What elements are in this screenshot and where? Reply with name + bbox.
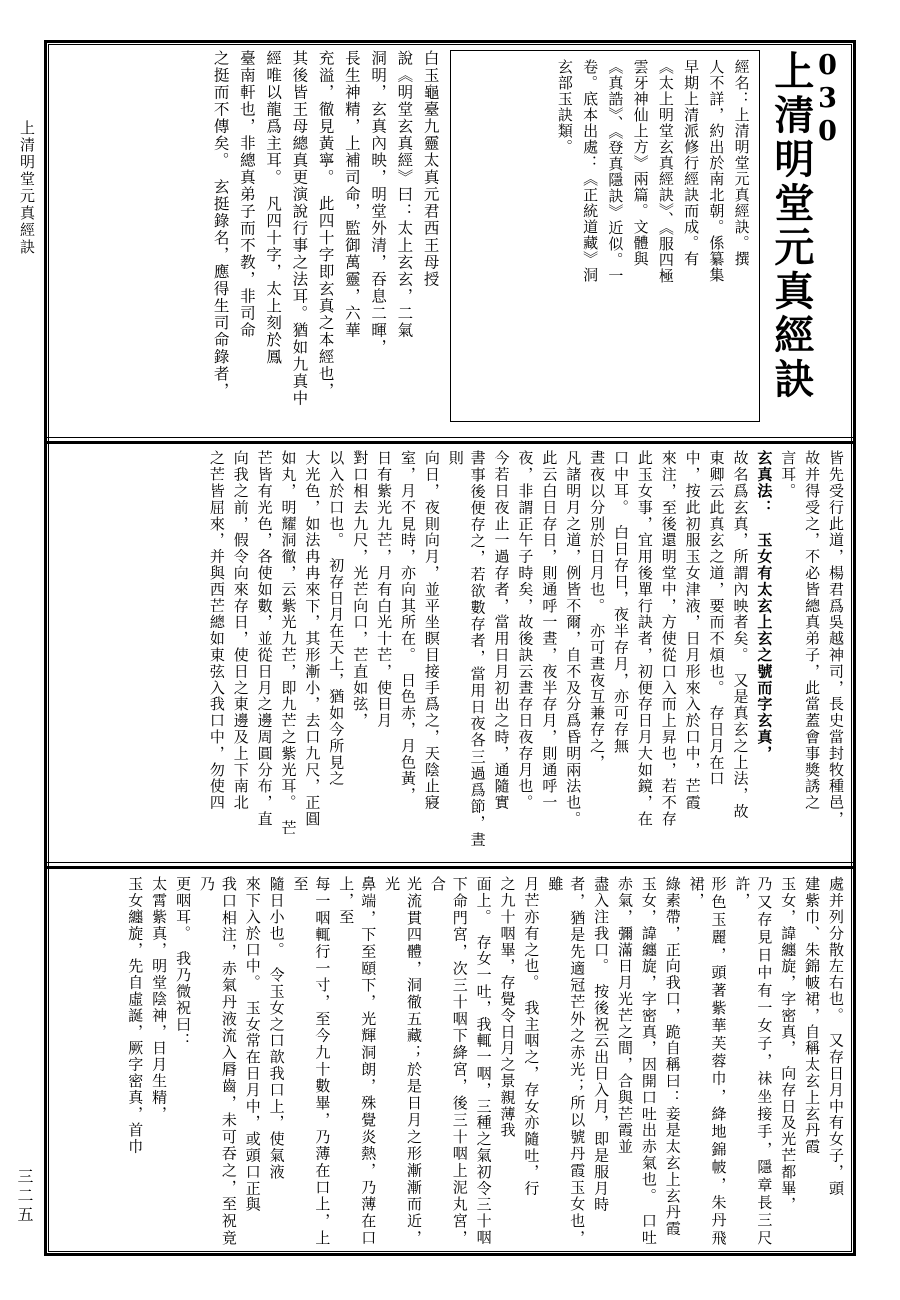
text-column: 中，按此初服玉女津液，日月形來入於口中，芒霞 bbox=[683, 450, 702, 811]
text-column: 來下入於口中。 玉女常在日月中，或頭口正與 bbox=[243, 876, 262, 1213]
metadata-line: 玄部玉訣類。 bbox=[555, 59, 574, 155]
page-title bbox=[767, 50, 843, 420]
text-column: 此玉女事，宜用後單行訣者，初便存日月大如鏡，在 bbox=[635, 450, 654, 828]
text-column: 向日，夜則向月，並平坐瞑目接手爲之，天陰止寢 bbox=[422, 450, 441, 811]
text-column: 來注，至後還明堂中，方使從口入而上昇也，若不存 bbox=[659, 450, 678, 828]
title-text: 上清明堂元真經訣 bbox=[767, 50, 815, 402]
text-column: 凡諸明月之道，例皆不爾，自不及分爲昏明兩法也。 bbox=[564, 450, 583, 828]
band-divider-2 bbox=[47, 862, 853, 869]
text-column: 對口相去九尺，光芒向口，芒直如弦， bbox=[351, 450, 370, 729]
metadata-line: 人不詳，約出於南北朝。係纂集 bbox=[707, 59, 726, 283]
text-column: 我口相注，赤氣丹液流入脣齒，未可吞之，至祝竟乃 bbox=[197, 876, 238, 1246]
catalog-number: 030 bbox=[812, 50, 843, 149]
metadata-box bbox=[450, 50, 760, 422]
metadata-line: 雲牙神仙上方》兩篇。文體與 bbox=[631, 59, 650, 267]
metadata-line: 經名：上清明堂元真經訣。撰 bbox=[732, 59, 751, 267]
text-column: 口中耳。 白日存日，夜半存月，亦可存無 bbox=[611, 450, 630, 755]
text-column: 鼻端，下至頤下，光輝洞朗，殊覺炎熱，乃薄在口上，至 bbox=[337, 876, 378, 1246]
text-column: 室，月不見時，亦向其所在。 日色赤，月色黃， bbox=[398, 450, 417, 804]
text-column: 洞明，玄真內映，明堂外清，吞息二暉， bbox=[369, 50, 388, 356]
metadata-line: 《真誥》、《登真隱訣》近似。一 bbox=[606, 59, 625, 284]
text-column: 月芒亦有之也。 我主咽之，存女亦隨吐，行 bbox=[522, 876, 541, 1197]
text-column: 白玉龜臺九靈太真元君西王母授 bbox=[421, 50, 440, 288]
text-column: 夜，非謂正午子時矣，故後訣云晝存日夜存月也。 bbox=[516, 450, 535, 811]
text-column: 臺南軒也，非總真弟子而不教，非司命 bbox=[237, 50, 256, 339]
text-column: 更咽耳。 我乃微祝曰： bbox=[174, 876, 193, 1049]
text-column: 言耳。 bbox=[779, 450, 798, 500]
text-column: 長生神精，上補司命，監御萬靈，六華 bbox=[342, 50, 361, 339]
text-column: 乃又存見日中有一女子，祙坐接手，隱章長三尺許， bbox=[733, 876, 774, 1246]
text-column: 玉女纏旋，先自虛誕，厥字密真，首巾 bbox=[126, 876, 145, 1155]
text-column: 形色玉麗，頭著紫華芙蓉巾，絳地錦帔，朱丹飛裙， bbox=[687, 876, 728, 1246]
running-head: 上清明堂元真經訣 bbox=[18, 120, 36, 256]
text-column: 向我之前，假令向來存日，使日之東邊及上下南北 bbox=[231, 450, 250, 811]
text-column: 之挺而不傳矣。 玄挺錄名，應得生司命錄者， bbox=[211, 50, 230, 400]
text-column: 光流貫四體，洞徹五藏；於是日月之形漸漸而近，光 bbox=[383, 876, 423, 1246]
band-middle bbox=[56, 450, 846, 850]
text-column: 綠素帶，正向我口，跪自稱曰：妾是太玄上玄丹霞 bbox=[663, 876, 682, 1237]
metadata-line: 《太上明堂玄真經訣》、《服四極 bbox=[656, 59, 675, 284]
text-column: 日有紫光九芒，月有白光十芒，使日月 bbox=[375, 450, 394, 729]
text-column: 赤氣，彌滿日月光芒之間，合與芒霞並 bbox=[615, 876, 634, 1155]
text-column: 者，猶是先適冠芒外之赤光；所以號丹霞玉女也，雖 bbox=[546, 876, 587, 1246]
text-column: 下命門宮，次三十咽下絳宮，後三十咽上泥丸宮，合 bbox=[428, 876, 469, 1246]
text-column: 故并得受之，不必皆總真弟子，此當蓋會事獎誘之 bbox=[803, 450, 822, 811]
text-column: 書事後便存之，若欲數存者，當用日夜各三過爲節，晝則 bbox=[446, 450, 487, 848]
metadata-line: 早期上清派修行經訣而成。有 bbox=[682, 59, 701, 267]
text-column: 之芒皆屈來，并與西芒總如東弦入我口中，勿使四 bbox=[207, 450, 226, 811]
text-column: 建紫巾、朱錦帔裙，自稱太玄上玄丹霞 bbox=[803, 876, 822, 1155]
text-column: 盡入注我口。 按後祝云出日入月，即是服月時 bbox=[592, 876, 611, 1213]
text-column: 之九十咽畢，存覺令日月之景親薄我 bbox=[498, 876, 517, 1139]
band-bottom bbox=[56, 876, 846, 1248]
band-divider-1 bbox=[47, 437, 853, 444]
text-column: 處并列分散左右也。 又存日月中有女子，頭 bbox=[827, 876, 845, 1197]
text-column: 面上。 存女一吐，我輒一咽，三種之氣初令三十咽 bbox=[474, 876, 493, 1246]
text-column: 今若日夜止一過存者，當用日月初出之時，通隨實 bbox=[492, 450, 511, 811]
text-column: 經唯以龍爲主耳。 凡四十字，太上刻於鳳 bbox=[264, 50, 283, 366]
text-column: 如丸，明耀洞徹，云紫光九芒，即九芒之紫光耳。 芒 bbox=[279, 450, 298, 837]
band-top bbox=[56, 50, 846, 432]
text-column: 晝夜以分別於日月也。 亦可晝夜互兼存之， bbox=[588, 450, 607, 771]
text-column: 每一咽輒行一寸，至今九十數畢，乃薄在口上，上至 bbox=[291, 876, 332, 1246]
text-column: 充溢，徹見黃寧。 此四十字即玄真之本經也， bbox=[316, 50, 335, 400]
text-column-heading: 玄真法： 玉女有太玄上玄之號而字玄真， bbox=[755, 450, 774, 762]
text-column: 說《明堂玄真經》曰：太上玄玄，二氣 bbox=[395, 50, 414, 339]
band-top-text bbox=[205, 50, 441, 428]
text-column: 芒皆有光色，各使如數，並從日月之邊周圓分布，直 bbox=[255, 450, 274, 828]
text-column: 其後皆王母總真更演說行事之法耳。猶如九真中 bbox=[290, 50, 309, 407]
text-column: 故名爲玄真，所謂內映者矣。 又是真玄之上法，故 bbox=[731, 450, 750, 820]
page-number: 三二五 bbox=[15, 1168, 34, 1225]
text-column: 皆先受行此道，楊君爲吳越神司，長史當封牧種邑， bbox=[827, 450, 845, 828]
text-column: 以入於口也。 初存日月在天上，猶如今所見之 bbox=[327, 450, 346, 787]
metadata-line: 卷。底本出處：《正統道藏》洞 bbox=[581, 59, 600, 283]
text-column: 太霄紫真，明堂陰神，日月生精， bbox=[150, 876, 169, 1122]
text-column: 大光色，如法冉冉來下，其形漸小，去口九尺，正圓 bbox=[303, 450, 322, 828]
text-column: 玉女，諱纏旋，字密真，因開口吐出赤氣也。 口吐 bbox=[639, 876, 658, 1246]
text-column: 玉女，諱纏旋，字密真， 向存日及光芒都畢， bbox=[779, 876, 798, 1213]
text-column: 東卿云此真玄之道，要而不煩也。 存日月在口 bbox=[707, 450, 726, 787]
text-column: 隨日小也。 令玉女之口歆我口上，使氣液 bbox=[267, 876, 286, 1181]
text-column: 此云白日存日，則通呼一晝，夜半存月，則通呼一 bbox=[540, 450, 559, 811]
